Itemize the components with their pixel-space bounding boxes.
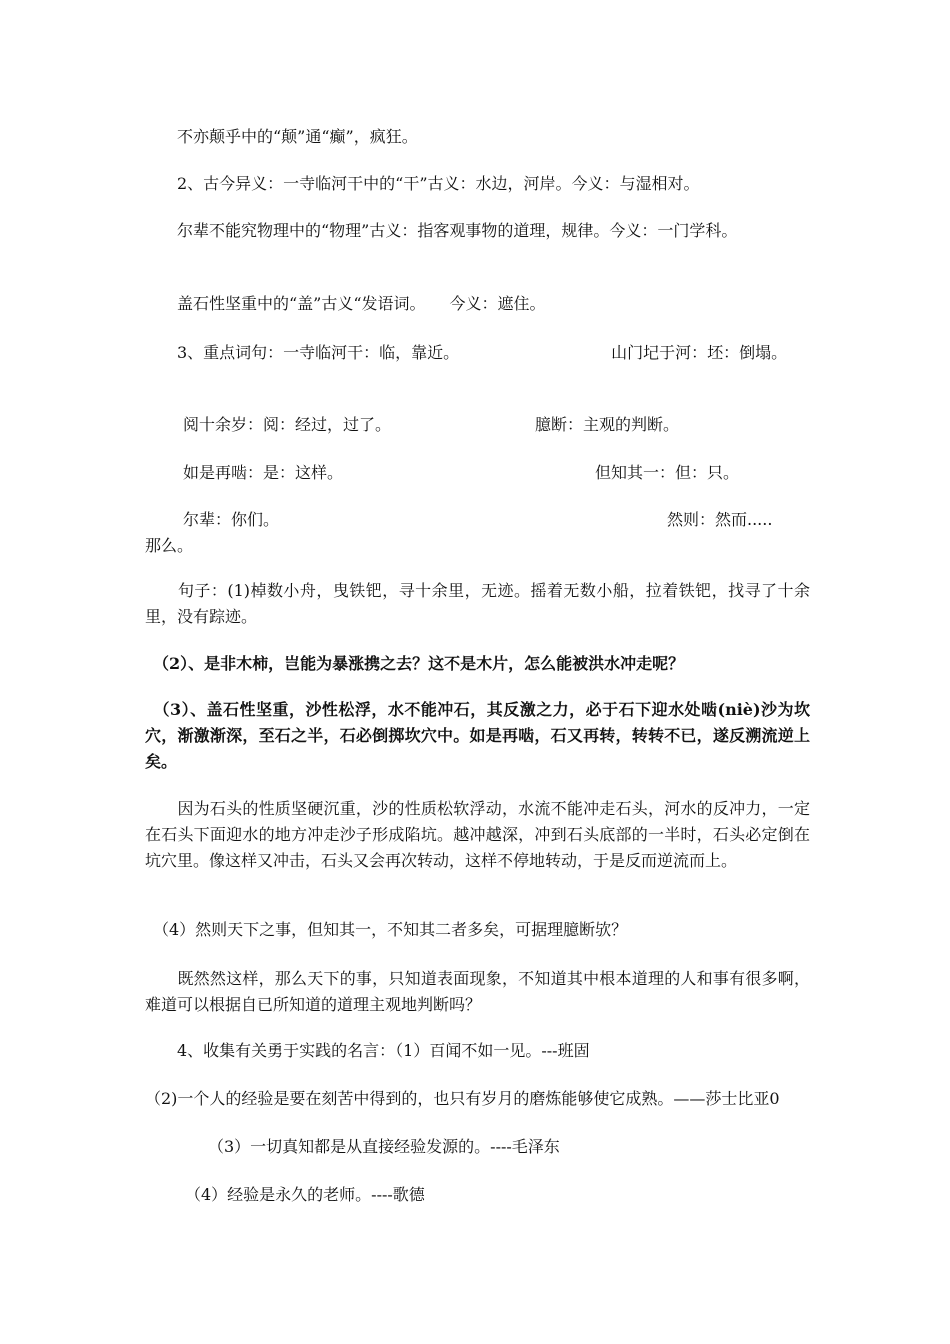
sentence-3: （3）、盖石性坚重，沙性松浮，水不能冲石，其反激之力，必于石下迎水处啮(niè)沙为坎穴，渐激渐深，至石之半，石必倒掷坎穴中。如是再啮，石又再转，转转不已，遂反溯流逆上矣。 bbox=[145, 700, 810, 771]
term-shi: 如是再啮：是：这样。 bbox=[183, 463, 344, 482]
paragraph-zhongdian-ciju: 3、重点词句：一寺临河干：临，靠近。 山门圮于河：坯：倒塌。 bbox=[145, 343, 788, 362]
quote-4: （4）经验是永久的老师。----歌德 bbox=[185, 1185, 425, 1204]
term-ranze: 然则：然而..... bbox=[667, 510, 773, 529]
quote-2: （2)一个人的经验是要在刻苦中得到的，也只有岁月的磨炼能够使它成熟。——莎士比亚0 bbox=[145, 1089, 780, 1108]
term-yiduan: 臆断：主观的判断。 bbox=[535, 415, 680, 434]
sentence-2: （2）、是非木柿，岂能为暴涨携之去？这不是木片，怎么能被洪水冲走呢？ bbox=[145, 654, 685, 673]
term-ranze-cont: 那么。 bbox=[145, 536, 194, 555]
sentence-4-translation: 既然然这样，那么天下的事，只知道表面现象，不知道其中根本道理的人和事有很多啊，难道可以根据自已所知道的道理主观地判断吗？ bbox=[145, 969, 810, 1014]
sentence-1: 句子：(1)棹数小舟，曳铁钯，寻十余里，无迹。摇着无数小船，拉着铁钯，找寻了十余里，没有踪迹。 bbox=[145, 581, 810, 626]
paragraph-wuli: 尔辈不能究物理中的“物理”古义：指客观事物的道理，规律。今义：一门学科。 bbox=[145, 221, 738, 240]
term-erbei: 尔辈：你们。 bbox=[183, 510, 280, 529]
quote-1: 4、收集有关勇于实践的名言：（1）百闻不如一见。---班固 bbox=[145, 1041, 590, 1060]
term-yue: 阅十余岁：阅：经过，过了。 bbox=[183, 415, 392, 434]
quote-3: （3）一切真知都是从直接经验发源的。----毛泽东 bbox=[208, 1137, 560, 1156]
sentence-4: （4）然则天下之事，但知其一，不知其二者多矣，可据理臆断欤？ bbox=[145, 920, 628, 939]
paragraph-tongjiazi: 不亦颠乎中的“颠”通“癫”，疯狂。 bbox=[145, 127, 418, 146]
term-dan: 但知其一：但：只。 bbox=[595, 463, 740, 482]
sentence-3-translation: 因为石头的性质坚硬沉重，沙的性质松软浮动，水流不能冲走石头，河水的反冲力，一定在石头下面迎水的地方冲走沙子形成陷坑。越冲越深，冲到石头底部的一半时，石头必定倒在坑穴里。像这样又冲击，石头又会再次转动，这样不停地转动，于是反而逆流而上。 bbox=[145, 799, 810, 870]
paragraph-gujin-yiyi: 2、古今异义：一寺临河干中的“干”古义：水边，河岸。今义：与湿相对。 bbox=[145, 174, 700, 193]
paragraph-gai: 盖石性坚重中的“盖”古义“发语词。 今义：遮住。 bbox=[145, 294, 546, 313]
